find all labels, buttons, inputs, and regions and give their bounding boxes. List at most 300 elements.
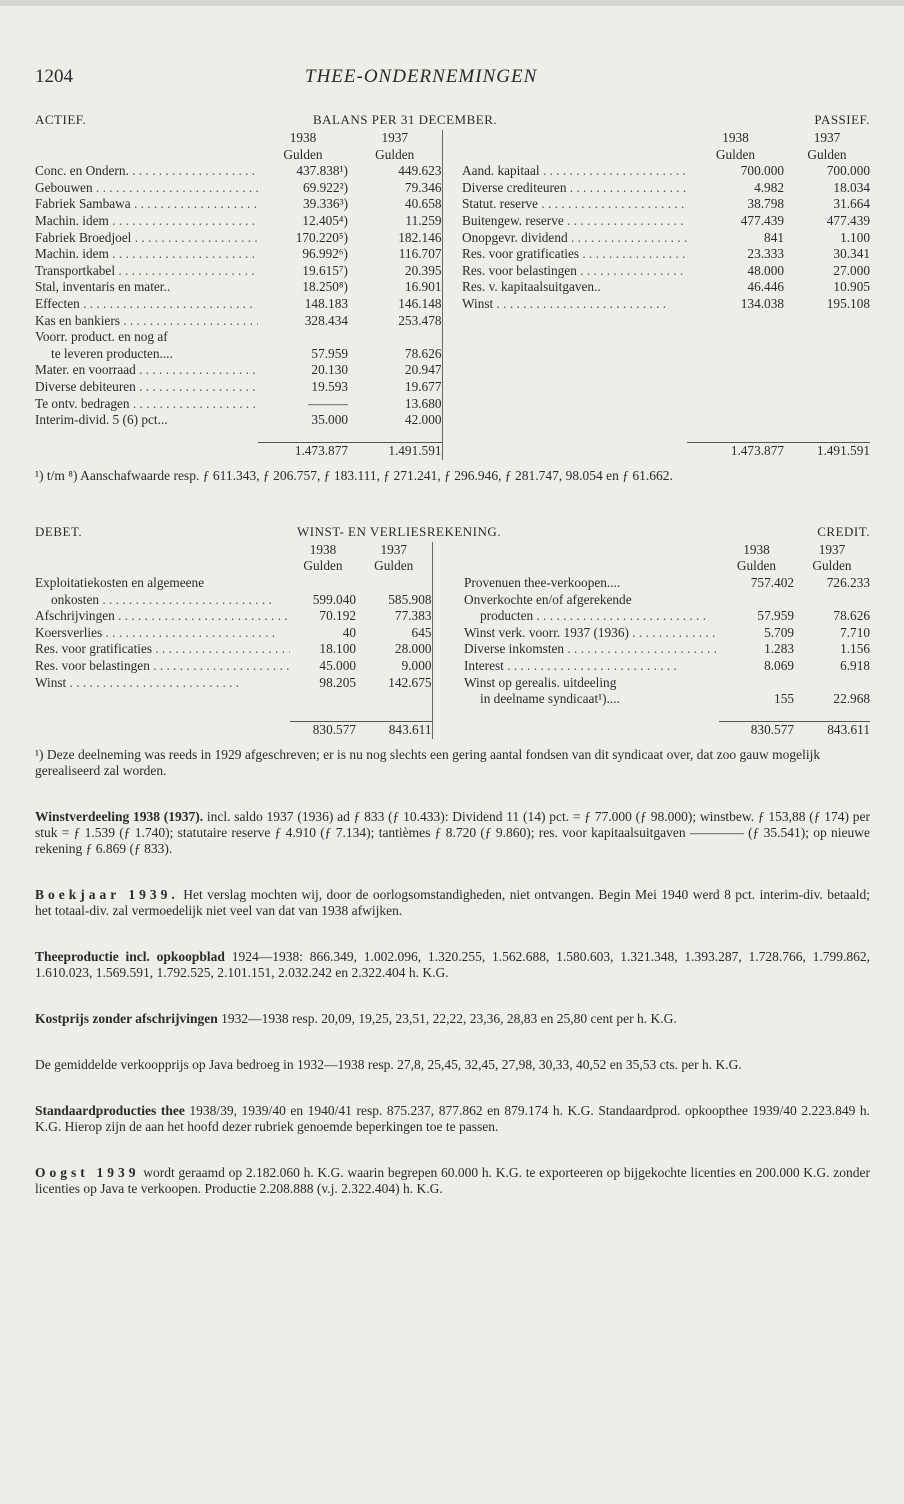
debet-label [35,625,290,642]
blank [35,443,258,460]
running-title: THEE-ONDERNEMINGEN [305,66,538,87]
row-label: Buitengew. reserve [462,212,564,228]
divider [442,313,462,330]
actief-label [35,163,258,180]
actief-label [35,329,258,346]
note-text: 1924—1938: 866.349, 1.002.096, 1.320.255, 1.562.688, 1.580.603, 1.321.348, 1.393.287, 1.728.766, 1.799.862, 1.610.023, 1.569.591, 1.792.525, 2.101.151, 2.032.242 en 2.322.404 h. K.G. [35,948,870,980]
value-1937: 30.341 [833,246,870,262]
value-1937: 13.680 [404,395,442,411]
row-label: Machin. idem [35,246,109,262]
actief-label [35,263,258,280]
note-lead: Boekjaar 1939. [35,886,179,902]
blank [35,147,258,164]
passief-label [462,346,687,363]
value-1938: 35.000 [311,412,348,428]
value-1938: 155 [774,691,794,707]
divider [432,558,464,575]
value-1937: 253.478 [398,312,442,328]
pnl-headings [35,524,870,542]
value-1938: 8.069 [764,657,794,673]
column-header-year [35,542,870,559]
value-1938: 757.402 [750,574,794,590]
value-1937: 31.664 [833,196,870,212]
row-label: in deelname syndicaat¹).... [480,691,620,707]
blank [687,429,784,443]
value-1938: 841 [764,229,784,245]
passief-label [462,246,687,263]
row-label: Res. voor gratificaties [35,641,153,657]
value-1937: 726.233 [826,574,870,590]
table-row [35,592,870,609]
table-row [35,396,870,413]
blank [464,558,719,575]
row-label: Onopgevr. dividend [462,229,568,245]
value-1937: 1.156 [840,641,870,657]
header-1938: Gulden [283,146,323,162]
blank [290,708,356,722]
note-text: incl. saldo 1937 (1936) ad ƒ 833 (ƒ 10.433): Dividend 11 (14) pct. = ƒ 77.000 (ƒ 98.000); winstbew. ƒ 153,88 (ƒ 174) per stuk = ƒ 1.539 (ƒ 1.740); statutaire reserve ƒ 4.910 (ƒ 7.134); tantièmes ƒ 8.720 (ƒ 9.860); res. voor kapitaalsuitgaven ———— (ƒ 35.541); op nieuwe rekening ƒ 6.869 (ƒ 833). [35,808,870,856]
table-row [35,608,870,625]
divider [442,180,462,197]
row-label: Diverse inkomsten [464,641,565,657]
row-label: Exploitatiekosten en algemeene [35,574,205,590]
table-row [35,379,870,396]
row-label: Conc. en Ondern. [35,163,129,179]
header-1938: 1938 [722,130,749,145]
value-1937: 10.905 [833,279,870,295]
divider [442,246,462,263]
passief-label [462,180,687,197]
value-1938: 4.982 [754,179,784,195]
value-1937: 78.626 [833,608,870,624]
value-1937: 116.707 [398,246,442,262]
value-1938: 45.000 [319,657,356,673]
actief-label [35,379,258,396]
value-1938: 23.333 [747,246,784,262]
note-lead: Winstverdeeling 1938 (1937). [35,808,204,824]
divider [442,396,462,413]
balance-footnote: ¹) t/m ⁸) Aanschafwaarde resp. ƒ 611.343, ƒ 206.757, ƒ 183.111, ƒ 271.241, ƒ 296.946, ƒ 281.747, 98.054 en ƒ 61.662. [35,467,673,483]
total-1938: 830.577 [290,722,356,739]
value-1938: 437.838¹) [296,163,348,179]
table-row [35,279,870,296]
row-label: Onverkochte en/of afgerekende [464,591,632,607]
divider [432,608,464,625]
row-label: producten [480,608,534,624]
divider [432,542,464,559]
row-label: Winst [35,674,67,690]
row-label: Afschrijvingen [35,608,115,624]
value-1938: 48.000 [747,262,784,278]
pnl-footnote: ¹) Deze deelneming was reeds in 1929 afgeschreven; er is nu nog slechts een gering aantal fondsen van dit syndicaat over, dat zoo gauw mogelijk gerealiseerd zal worden. [35,746,821,778]
header-1938: Gulden [303,558,343,574]
value-1937: 142.675 [388,674,432,690]
passief-label [462,213,687,230]
divider [442,163,462,180]
value-1938 [687,346,784,363]
passief-label [462,379,687,396]
value-1938 [687,362,784,379]
value-1938: 170.220⁵) [295,229,348,245]
note-lead: Kostprijs zonder afschrijvingen [35,1010,218,1026]
blank [464,708,719,722]
blank [462,429,687,443]
value-1937: 79.346 [404,179,442,195]
blank [462,130,687,147]
value-1938: 18.100 [319,641,356,657]
divider [432,575,464,592]
value-1938: 38.798 [747,196,784,212]
passief-label [462,230,687,247]
header-1937: 1937 [380,541,408,557]
value-1937 [348,329,442,346]
blank [462,147,687,164]
divider [442,296,462,313]
row-label: Te ontv. bedragen [35,395,130,411]
value-1938: 57.959 [311,345,348,361]
row-label: Stal, inventaris en mater.. [35,279,171,295]
value-1937: 11.259 [405,212,442,228]
row-label: Statut. reserve [462,196,539,212]
value-1938: 40 [342,624,356,640]
actief-label [35,313,258,330]
header-1937: 1937 [813,130,841,145]
row-label: Winst op gerealis. uitdeeling [464,674,617,690]
blank [35,130,258,147]
value-1938: 328.434 [304,312,348,328]
value-1938: 98.205 [319,674,356,690]
value-1937 [784,346,870,363]
table-row [35,658,870,675]
table-row [35,246,870,263]
note-text: De gemiddelde verkoopprijs op Java bedroeg in 1932—1938 resp. 27,8, 25,45, 32,45, 27,98, 30,33, 40,52 en 35,53 cts. per h. K.G. [35,1056,742,1072]
credit-label [464,658,719,675]
divider [442,362,462,379]
row-label: Diverse debiteuren [35,378,136,394]
value-1937: 700.000 [826,163,870,179]
header-1938: 1938 [743,541,770,557]
note-lead: Theeproductie incl. opkoopblad [35,948,225,964]
header-1937: 1937 [381,130,409,145]
blank [784,429,870,443]
value-1937 [784,379,870,396]
value-1938: 1.283 [764,641,794,657]
value-1938: 148.183 [304,295,348,311]
value-1938: 12.405⁴) [302,212,348,228]
divider [442,346,462,363]
blank [35,429,258,443]
blank [464,542,719,559]
value-1938: 69.922²) [303,179,348,195]
header-1938: Gulden [736,558,777,574]
table-row [35,296,870,313]
blank [464,722,719,739]
note-paragraph [35,887,870,919]
table-row [35,263,870,280]
pnl-table [35,542,870,739]
note-lead: Standaardproducties thee [35,1102,185,1118]
spacer-row [35,708,870,722]
value-1937: 9.000 [401,657,432,673]
column-header-year [35,130,870,147]
value-1938: 134.038 [740,295,784,311]
page-number: 1204 [35,66,73,87]
total-1938: 830.577 [719,722,794,739]
divider [442,429,462,443]
credit-label [464,575,719,592]
credit-label [464,675,719,692]
row-label: Diverse crediteuren [462,179,567,195]
total-1937: 1.491.591 [784,443,870,460]
debet-label [35,592,290,609]
value-1938 [290,575,356,592]
blank [35,542,290,559]
divider [432,708,464,722]
value-1937: 477.439 [826,212,870,228]
passief-label [462,263,687,280]
blank [35,708,290,722]
value-1937: 22.968 [833,691,870,707]
divider [442,196,462,213]
row-label: Kas en bankiers [35,312,120,328]
divider [432,641,464,658]
value-1938 [687,379,784,396]
value-1937 [794,675,870,692]
row-label: Provenuen thee-verkoopen.... [464,574,621,590]
header-1938: Gulden [715,146,756,162]
row-label: Fabriek Sambawa [35,196,131,212]
total-1937: 843.611 [356,722,432,739]
value-1938 [719,592,794,609]
value-1938: 57.959 [757,608,794,624]
column-header-unit [35,558,870,575]
value-1938 [687,329,784,346]
credit-label [464,691,719,708]
note-paragraph [35,1057,870,1073]
passief-label [462,396,687,413]
totals-row [35,722,870,739]
divider [432,691,464,708]
note-text: Het verslag mochten wij, door de oorlogsomstandigheden, niet ontvangen. Begin Mei 1940 werd 8 pct. interim-div. betaald; het totaal-div. zal vermoedelijk niet veel van dat van 1938 afwijken. [35,886,870,918]
balance-sheet [35,130,870,460]
blank [35,558,290,575]
actief-label [35,196,258,213]
row-label: Koersverlies [35,624,103,640]
value-1937: 195.108 [826,295,870,311]
note-paragraph [35,1011,870,1027]
table-row [35,180,870,197]
table-row [35,362,870,379]
actief-label [35,246,258,263]
blank [35,722,290,739]
value-1937: 20.947 [404,362,442,378]
value-1938: 5.709 [764,624,794,640]
row-label: onkosten [51,591,100,607]
divider [432,625,464,642]
row-label: Mater. en voorraad [35,362,136,378]
value-1937: 449.623 [398,163,442,179]
debet-label [35,675,290,692]
passief-label [462,329,687,346]
row-label: Machin. idem [35,212,109,228]
debet-heading: DEBET. [35,523,83,539]
table-row [35,675,870,692]
header-1937: Gulden [807,146,847,162]
divider [442,379,462,396]
value-1937 [794,592,870,609]
row-label: Transportkabel [35,262,116,278]
value-1937 [356,575,432,592]
value-1937: 6.918 [840,657,870,673]
totals-row [35,443,870,460]
table-row [35,346,870,363]
row-label: Winst [462,295,494,311]
credit-heading: CREDIT. [817,523,870,539]
table-row [35,641,870,658]
blank [356,708,432,722]
passief-label [462,296,687,313]
total-1938: 1.473.877 [687,443,784,460]
row-label: Res. v. kapitaalsuitgaven.. [462,279,601,295]
value-1937: 27.000 [833,262,870,278]
divider [432,675,464,692]
total-1937: 1.491.591 [348,443,442,460]
total-1938: 1.473.877 [258,443,348,460]
value-1937: 42.000 [404,412,442,428]
passief-label [462,196,687,213]
value-1938: 96.992⁶) [302,246,348,262]
blank [348,429,442,443]
debet-label [35,641,290,658]
value-1938 [258,329,348,346]
value-1938: 46.446 [747,279,784,295]
value-1937 [784,329,870,346]
value-1938: 18.250⁸) [302,279,348,295]
row-label: Interim-divid. 5 (6) pct... [35,412,168,428]
table-row [35,329,870,346]
divider [442,130,462,147]
value-1937 [784,396,870,413]
actief-label [35,213,258,230]
note-paragraph [35,1165,870,1197]
value-1937: 1.100 [840,229,870,245]
row-label: Fabriek Broedjoel [35,229,132,245]
row-label: Winst verk. voorr. 1937 (1936) [464,624,629,640]
divider [442,412,462,429]
value-1937: 16.901 [404,279,442,295]
credit-label [464,592,719,609]
value-1937: 645 [411,624,432,640]
actief-label [35,346,258,363]
value-1937: 20.395 [404,262,442,278]
value-1938: 19.593 [311,378,348,394]
row-label: Voorr. product. en nog af [35,329,168,345]
table-row [35,163,870,180]
row-label: Gebouwen [35,179,93,195]
debet-label [35,575,290,592]
value-1937: 40.658 [404,196,442,212]
value-1937: 7.710 [840,624,870,640]
note-text: 1932—1938 resp. 20,09, 19,25, 23,51, 22,22, 23,36, 28,83 en 25,80 cent per h. K.G. [217,1010,677,1026]
row-label: Res. voor belastingen [462,262,577,278]
divider [432,592,464,609]
header-1938: 1938 [309,541,337,557]
actief-label [35,412,258,429]
table-row [35,213,870,230]
divider [432,658,464,675]
table-row [35,575,870,592]
header-1937: 1937 [818,541,846,557]
divider [432,722,464,739]
value-1938 [687,313,784,330]
divider [442,147,462,164]
credit-label [464,641,719,658]
actief-heading: ACTIEF. [35,112,87,127]
value-1937: 182.146 [398,229,442,245]
passief-label [462,362,687,379]
divider [442,443,462,460]
value-1937: 18.034 [833,179,870,195]
top-edge [0,0,904,6]
note-paragraph [35,809,870,857]
note-paragraph [35,949,870,981]
header-1938: 1938 [289,130,317,145]
row-label: Effecten [35,295,80,311]
value-1937 [356,691,432,708]
actief-label [35,279,258,296]
divider [442,213,462,230]
value-1938: 477.439 [740,212,784,228]
value-1938: 700.000 [740,163,784,179]
note-lead: Oogst 1939 [35,1164,140,1180]
total-1937: 843.611 [794,722,870,739]
value-1938 [719,675,794,692]
credit-label [464,608,719,625]
debet-label [35,658,290,675]
actief-label [35,296,258,313]
note-text: 1938/39, 1939/40 en 1940/41 resp. 875.237, 877.862 en 879.174 h. K.G. Standaardprod. opkoopthee 1939/40 2.223.849 h. K.G. Hierop zijn de aan het hoofd dezer rubriek genoemde beperkingen toe te passen. [35,1102,871,1134]
header-1937: Gulden [374,558,414,574]
value-1938: 19.615⁷) [302,262,348,278]
blank [258,429,348,443]
value-1938: 70.192 [319,608,356,624]
value-1938 [687,412,784,429]
actief-label [35,180,258,197]
passief-heading: PASSIEF. [814,112,870,127]
value-1937: 28.000 [394,641,432,657]
table-row [35,196,870,213]
divider [442,329,462,346]
blank [462,443,687,460]
value-1937: 19.677 [404,378,442,394]
row-label: Res. voor gratificaties [462,246,580,262]
value-1938: ——— [308,395,348,411]
page-header [35,62,870,98]
value-1937 [784,313,870,330]
row-label: Aand. kapitaal [462,163,540,179]
blank [719,708,794,722]
value-1937 [784,362,870,379]
value-1937: 77.383 [394,608,432,624]
actief-label [35,362,258,379]
table-row [35,230,870,247]
spacer-row [35,429,870,443]
row-label: Interest [464,657,504,673]
value-1938 [687,396,784,413]
value-1937: 78.626 [404,345,442,361]
value-1937: 146.148 [398,295,442,311]
note-text: wordt geraamd op 2.182.060 h. K.G. waarin begrepen 60.000 h. K.G. te exporteeren op bijgekochte licenties en 200.000 K.G. zonder licenties op Java te verkoopen. Productie 2.208.888 (v.j. 2.322.404) h. K.G. [35,1164,870,1196]
